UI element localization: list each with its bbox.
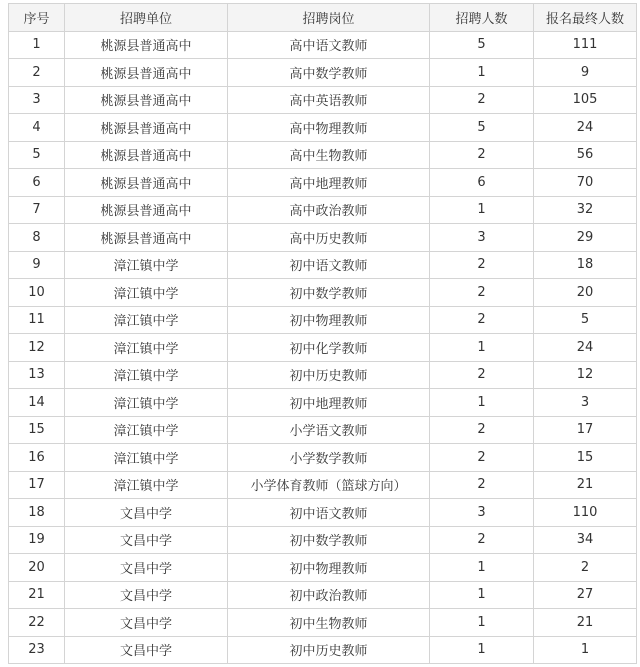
cell-index: 14 — [9, 389, 65, 417]
cell-index: 18 — [9, 499, 65, 527]
cell-position: 高中生物教师 — [228, 141, 430, 169]
cell-index: 5 — [9, 141, 65, 169]
cell-position: 小学体育教师（篮球方向） — [228, 471, 430, 499]
cell-position: 初中语文教师 — [228, 499, 430, 527]
cell-hire-count: 5 — [430, 114, 534, 142]
cell-position: 高中数学教师 — [228, 59, 430, 87]
cell-unit: 漳江镇中学 — [65, 251, 228, 279]
table-row — [9, 169, 637, 197]
cell-applicant-count: 9 — [534, 59, 637, 87]
cell-hire-count: 1 — [430, 389, 534, 417]
cell-position: 初中历史教师 — [228, 636, 430, 664]
table-row — [9, 59, 637, 87]
cell-index: 17 — [9, 471, 65, 499]
table-row — [9, 526, 637, 554]
cell-unit: 桃源县普通高中 — [65, 169, 228, 197]
table-row — [9, 609, 637, 637]
cell-position: 高中政治教师 — [228, 196, 430, 224]
cell-hire-count: 2 — [430, 306, 534, 334]
cell-unit: 文昌中学 — [65, 636, 228, 664]
table-row — [9, 279, 637, 307]
table-row — [9, 444, 637, 472]
table-row — [9, 361, 637, 389]
cell-position: 初中政治教师 — [228, 581, 430, 609]
cell-unit: 漳江镇中学 — [65, 334, 228, 362]
cell-hire-count: 1 — [430, 59, 534, 87]
cell-index: 19 — [9, 526, 65, 554]
header-unit: 招聘单位 — [65, 4, 228, 32]
cell-unit: 漳江镇中学 — [65, 444, 228, 472]
cell-unit: 桃源县普通高中 — [65, 196, 228, 224]
table-row — [9, 581, 637, 609]
cell-unit: 桃源县普通高中 — [65, 114, 228, 142]
cell-hire-count: 2 — [430, 361, 534, 389]
cell-hire-count: 1 — [430, 334, 534, 362]
cell-index: 4 — [9, 114, 65, 142]
table-row — [9, 499, 637, 527]
cell-unit: 漳江镇中学 — [65, 306, 228, 334]
cell-position: 初中物理教师 — [228, 306, 430, 334]
cell-index: 22 — [9, 609, 65, 637]
cell-unit: 文昌中学 — [65, 526, 228, 554]
table-row — [9, 306, 637, 334]
cell-hire-count: 2 — [430, 141, 534, 169]
cell-unit: 桃源县普通高中 — [65, 224, 228, 252]
cell-hire-count: 5 — [430, 31, 534, 59]
table-row — [9, 471, 637, 499]
cell-position: 高中英语教师 — [228, 86, 430, 114]
cell-position: 初中语文教师 — [228, 251, 430, 279]
cell-index: 23 — [9, 636, 65, 664]
cell-index: 12 — [9, 334, 65, 362]
table-body — [9, 31, 637, 664]
cell-unit: 桃源县普通高中 — [65, 59, 228, 87]
cell-index: 11 — [9, 306, 65, 334]
table-row — [9, 416, 637, 444]
header-hire-count: 招聘人数 — [430, 4, 534, 32]
cell-applicant-count: 105 — [534, 86, 637, 114]
cell-index: 6 — [9, 169, 65, 197]
cell-hire-count: 2 — [430, 471, 534, 499]
table-row — [9, 389, 637, 417]
cell-hire-count: 1 — [430, 581, 534, 609]
cell-hire-count: 2 — [430, 416, 534, 444]
table-row — [9, 636, 637, 664]
cell-index: 16 — [9, 444, 65, 472]
cell-position: 初中历史教师 — [228, 361, 430, 389]
cell-position: 初中数学教师 — [228, 279, 430, 307]
cell-unit: 漳江镇中学 — [65, 389, 228, 417]
cell-applicant-count: 21 — [534, 471, 637, 499]
cell-hire-count: 1 — [430, 636, 534, 664]
cell-unit: 漳江镇中学 — [65, 471, 228, 499]
cell-hire-count: 3 — [430, 224, 534, 252]
cell-position: 初中化学教师 — [228, 334, 430, 362]
cell-applicant-count: 20 — [534, 279, 637, 307]
cell-index: 20 — [9, 554, 65, 582]
cell-index: 2 — [9, 59, 65, 87]
cell-applicant-count: 56 — [534, 141, 637, 169]
cell-position: 初中地理教师 — [228, 389, 430, 417]
cell-unit: 漳江镇中学 — [65, 279, 228, 307]
cell-applicant-count: 32 — [534, 196, 637, 224]
cell-applicant-count: 24 — [534, 334, 637, 362]
cell-unit: 桃源县普通高中 — [65, 31, 228, 59]
cell-applicant-count: 5 — [534, 306, 637, 334]
cell-position: 高中语文教师 — [228, 31, 430, 59]
cell-index: 1 — [9, 31, 65, 59]
cell-applicant-count: 15 — [534, 444, 637, 472]
cell-hire-count: 2 — [430, 526, 534, 554]
cell-applicant-count: 21 — [534, 609, 637, 637]
cell-applicant-count: 110 — [534, 499, 637, 527]
cell-applicant-count: 2 — [534, 554, 637, 582]
cell-index: 13 — [9, 361, 65, 389]
cell-applicant-count: 70 — [534, 169, 637, 197]
cell-applicant-count: 3 — [534, 389, 637, 417]
cell-unit: 漳江镇中学 — [65, 361, 228, 389]
cell-applicant-count: 29 — [534, 224, 637, 252]
cell-index: 10 — [9, 279, 65, 307]
cell-position: 高中地理教师 — [228, 169, 430, 197]
cell-position: 小学语文教师 — [228, 416, 430, 444]
cell-hire-count: 3 — [430, 499, 534, 527]
header-applicant-count: 报名最终人数 — [534, 4, 637, 32]
cell-position: 高中物理教师 — [228, 114, 430, 142]
cell-position: 高中历史教师 — [228, 224, 430, 252]
table-row — [9, 554, 637, 582]
cell-applicant-count: 17 — [534, 416, 637, 444]
table-row — [9, 196, 637, 224]
cell-hire-count: 2 — [430, 251, 534, 279]
cell-applicant-count: 27 — [534, 581, 637, 609]
table-row — [9, 334, 637, 362]
cell-hire-count: 2 — [430, 86, 534, 114]
table-header-row — [9, 4, 637, 32]
cell-unit: 文昌中学 — [65, 609, 228, 637]
table-row — [9, 251, 637, 279]
cell-index: 9 — [9, 251, 65, 279]
table-row — [9, 86, 637, 114]
cell-unit: 桃源县普通高中 — [65, 86, 228, 114]
cell-index: 7 — [9, 196, 65, 224]
cell-index: 15 — [9, 416, 65, 444]
table-row — [9, 31, 637, 59]
table-row — [9, 141, 637, 169]
table-row — [9, 224, 637, 252]
cell-unit: 文昌中学 — [65, 581, 228, 609]
cell-hire-count: 1 — [430, 609, 534, 637]
cell-hire-count: 2 — [430, 444, 534, 472]
cell-hire-count: 2 — [430, 279, 534, 307]
cell-applicant-count: 18 — [534, 251, 637, 279]
cell-hire-count: 6 — [430, 169, 534, 197]
cell-position: 初中物理教师 — [228, 554, 430, 582]
cell-index: 8 — [9, 224, 65, 252]
cell-applicant-count: 34 — [534, 526, 637, 554]
cell-index: 3 — [9, 86, 65, 114]
table-row — [9, 114, 637, 142]
cell-hire-count: 1 — [430, 554, 534, 582]
header-position: 招聘岗位 — [228, 4, 430, 32]
cell-index: 21 — [9, 581, 65, 609]
cell-unit: 桃源县普通高中 — [65, 141, 228, 169]
cell-applicant-count: 111 — [534, 31, 637, 59]
cell-unit: 文昌中学 — [65, 554, 228, 582]
cell-position: 初中生物教师 — [228, 609, 430, 637]
cell-unit: 漳江镇中学 — [65, 416, 228, 444]
cell-applicant-count: 24 — [534, 114, 637, 142]
cell-unit: 文昌中学 — [65, 499, 228, 527]
header-index: 序号 — [9, 4, 65, 32]
recruitment-table — [8, 3, 637, 664]
cell-position: 初中数学教师 — [228, 526, 430, 554]
cell-position: 小学数学教师 — [228, 444, 430, 472]
cell-applicant-count: 12 — [534, 361, 637, 389]
cell-applicant-count: 1 — [534, 636, 637, 664]
cell-hire-count: 1 — [430, 196, 534, 224]
